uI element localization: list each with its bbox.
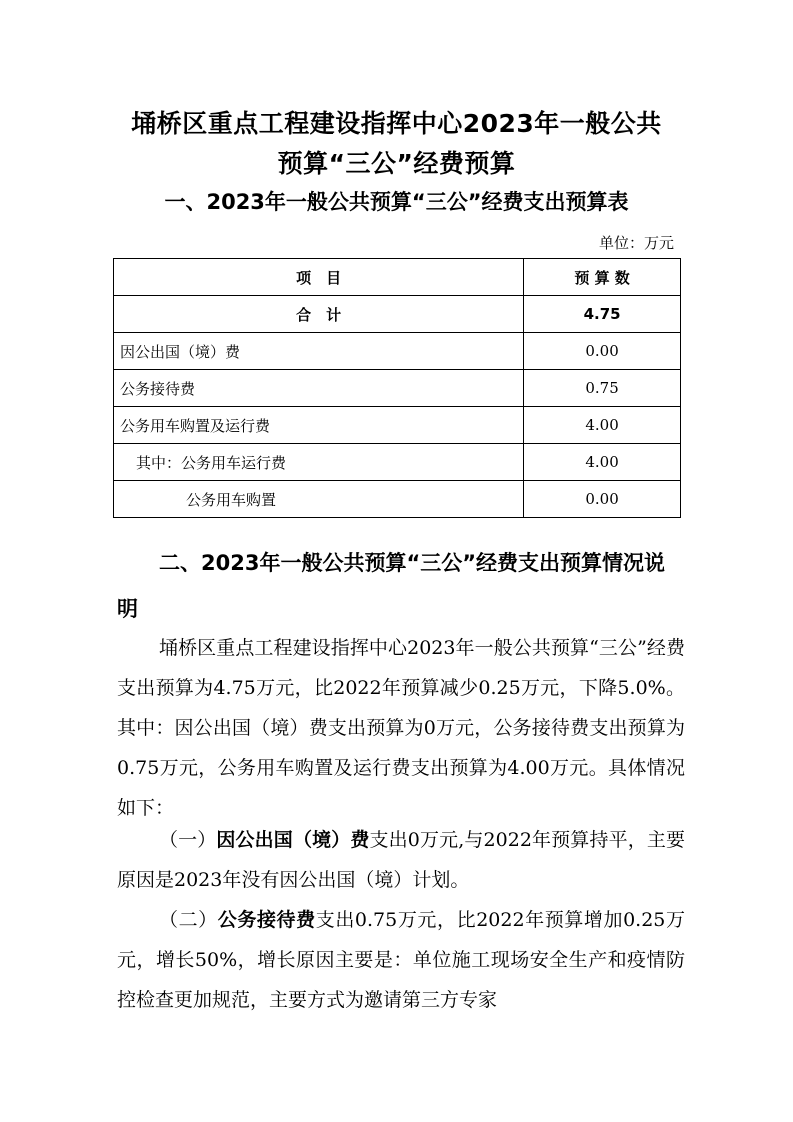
row-label: 公务接待费 [114, 370, 524, 407]
para-text: 支出0万元,与2022年预算持平，主要原因是2023年没有因公出国（境）计划。 [117, 829, 685, 891]
para-text: 支出0.75万元，比2022年预算增加0.25万元，增长50%，增长原因主要是：单位施工现场安全生产和疫情防控检查更加规范，主要方式为邀请第三方专家 [117, 909, 685, 1011]
section1-heading: 一、2023年一般公共预算“三公”经费支出预算表 [164, 190, 629, 214]
row-value: 0.00 [524, 333, 681, 370]
table-row [114, 481, 681, 518]
budget-table [113, 258, 681, 518]
paragraph-reception [117, 900, 685, 1020]
section2-heading: 二、2023年一般公共预算“三公”经费支出预算情况说明 [117, 551, 666, 621]
header-item: 项 目 [114, 259, 524, 296]
para-prefix: （二） [159, 909, 218, 931]
row-label: 公务用车购置及运行费 [114, 407, 524, 444]
table-row [114, 444, 681, 481]
row-value: 0.75 [524, 370, 681, 407]
row-total-label: 合 计 [114, 296, 524, 333]
row-value: 4.00 [524, 444, 681, 481]
para-prefix: （一） [159, 829, 217, 851]
paragraph-summary: 埇桥区重点工程建设指挥中心2023年一般公共预算“三公”经费支出预算为4.75万元，比2022年预算减少0.25万元，下降5.0%。其中：因公出国（境）费支出预算为0万元，公务接待费支出预算为0.75万元，公务用车购置及运行费支出预算为4.00万元。具体情况如下： [117, 637, 685, 819]
table-row [114, 333, 681, 370]
row-label: 公务用车购置 [114, 481, 524, 518]
table-row [114, 407, 681, 444]
row-label: 因公出国（境）费 [114, 333, 524, 370]
unit-label: 单位：万元 [598, 234, 674, 252]
table-row-total [114, 296, 681, 333]
row-total-value: 4.75 [524, 296, 681, 333]
row-value: 4.00 [524, 407, 681, 444]
row-label: 其中：公务用车运行费 [114, 444, 524, 481]
table-row [114, 370, 681, 407]
para-keyword: 公务接待费 [217, 909, 316, 931]
document-title-line1: 埇桥区重点工程建设指挥中心2023年一般公共 [131, 109, 662, 138]
para-keyword: 因公出国（境）费 [216, 829, 370, 851]
document-title-line2: 预算“三公”经费预算 [277, 149, 516, 178]
header-amount: 预 算 数 [524, 259, 681, 296]
table-header-row [114, 259, 681, 296]
paragraph-overseas-travel [117, 820, 685, 900]
row-value: 0.00 [524, 481, 681, 518]
